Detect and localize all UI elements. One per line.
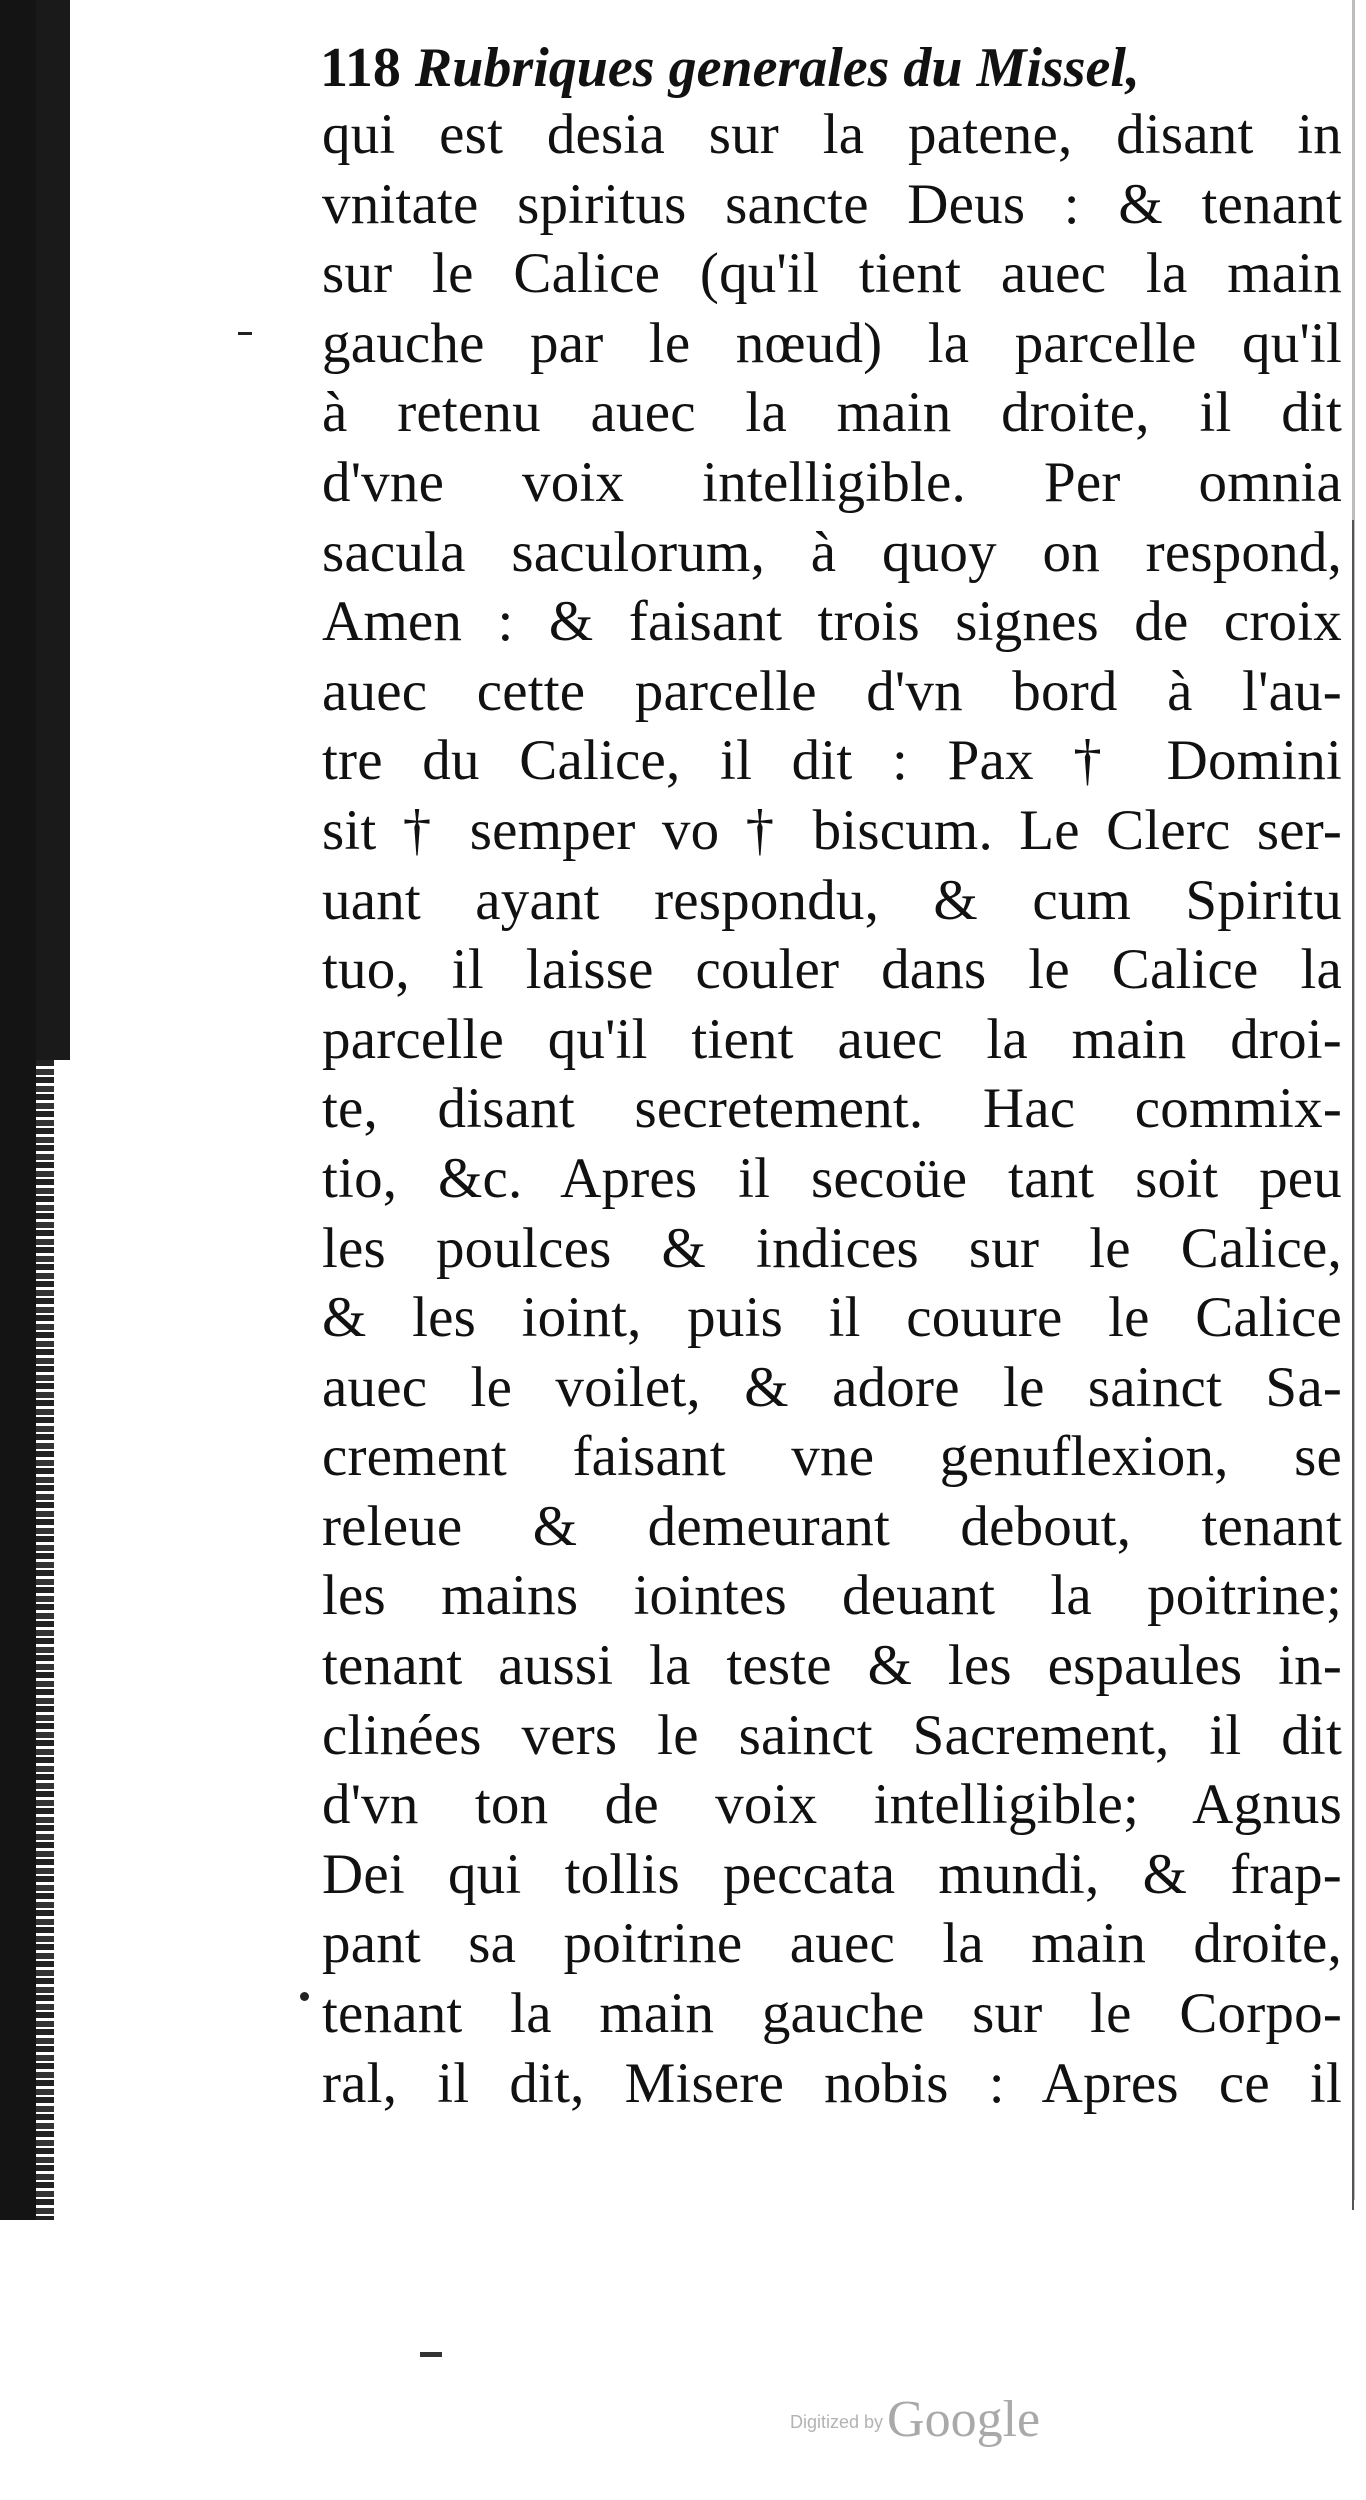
text-line: tre du Calice, il dit : Pax † Domini xyxy=(322,729,1342,793)
binding-edge-texture xyxy=(36,1060,54,2220)
text-line: tenant la main gauche sur le Corpo- xyxy=(322,1982,1342,2046)
text-line: crement faisant vne genuflexion, se xyxy=(322,1425,1342,1489)
text-line: tenant aussi la teste & les espaules in- xyxy=(322,1634,1342,1698)
text-line: pant sa poitrine auec la main droite, xyxy=(322,1912,1342,1976)
page-number: 118 xyxy=(320,37,401,99)
watermark-prefix: Digitized by xyxy=(790,2412,884,2432)
text-line: tio, &c. Apres il secoüe tant soit peu xyxy=(322,1146,1342,1210)
text-line: Amen : & faisant trois signes de croix xyxy=(322,590,1342,654)
text-line: releue & demeurant debout, tenant xyxy=(322,1494,1342,1558)
running-title: Rubriques generales du Missel, xyxy=(414,37,1140,99)
page-edge-right-dark xyxy=(1352,520,1354,2210)
text-line: gauche par le nœud) la parcelle qu'il xyxy=(322,311,1342,375)
margin-dash-mark xyxy=(238,332,252,335)
text-line: les poulces & indices sur le Calice, xyxy=(322,1216,1342,1280)
text-line: d'vn ton de voix intelligible; Agnus xyxy=(322,1773,1342,1837)
binding-gutter xyxy=(36,0,70,1060)
margin-dot-mark xyxy=(300,1992,309,2001)
text-line: sur le Calice (qu'il tient auec la main xyxy=(322,242,1342,306)
text-line: ral, il dit, Misere nobis : Apres ce il xyxy=(322,2051,1342,2115)
text-line: auec le voilet, & adore le sainct Sa- xyxy=(322,1355,1342,1419)
book-binding-shadow xyxy=(0,0,36,2220)
text-line: auec cette parcelle d'vn bord à l'au- xyxy=(322,659,1342,723)
text-line: uant ayant respondu, & cum Spiritu xyxy=(322,868,1342,932)
text-line: tuo, il laisse couler dans le Calice la xyxy=(322,938,1342,1002)
text-line: te, disant secretement. Hac commix- xyxy=(322,1077,1342,1141)
text-line: qui est desia sur la patene, disant in xyxy=(322,103,1342,166)
text-line: d'vne voix intelligible. Per omnia xyxy=(322,450,1342,514)
ink-speck-mark xyxy=(420,2352,442,2357)
text-line: parcelle qu'il tient auec la main droi- xyxy=(322,1007,1342,1071)
running-head xyxy=(320,28,1340,108)
body-text xyxy=(322,100,1342,2118)
text-line: à retenu auec la main droite, il dit xyxy=(322,381,1342,445)
text-line: les mains iointes deuant la poitrine; xyxy=(322,1564,1342,1628)
google-logo-text: Google xyxy=(887,2391,1041,2448)
text-line: sit † semper vo † biscum. Le Clerc ser- xyxy=(322,798,1342,862)
text-line: clinées vers le sainct Sacrement, il dit xyxy=(322,1703,1342,1767)
text-line: sacula saculorum, à quoy on respond, xyxy=(322,520,1342,584)
text-line: & les ioint, puis il couure le Calice xyxy=(322,1286,1342,1350)
text-line: vnitate spiritus sancte Deus : & tenant xyxy=(322,172,1342,236)
text-line: Dei qui tollis peccata mundi, & frap- xyxy=(322,1842,1342,1906)
digitization-watermark xyxy=(790,2390,1040,2460)
